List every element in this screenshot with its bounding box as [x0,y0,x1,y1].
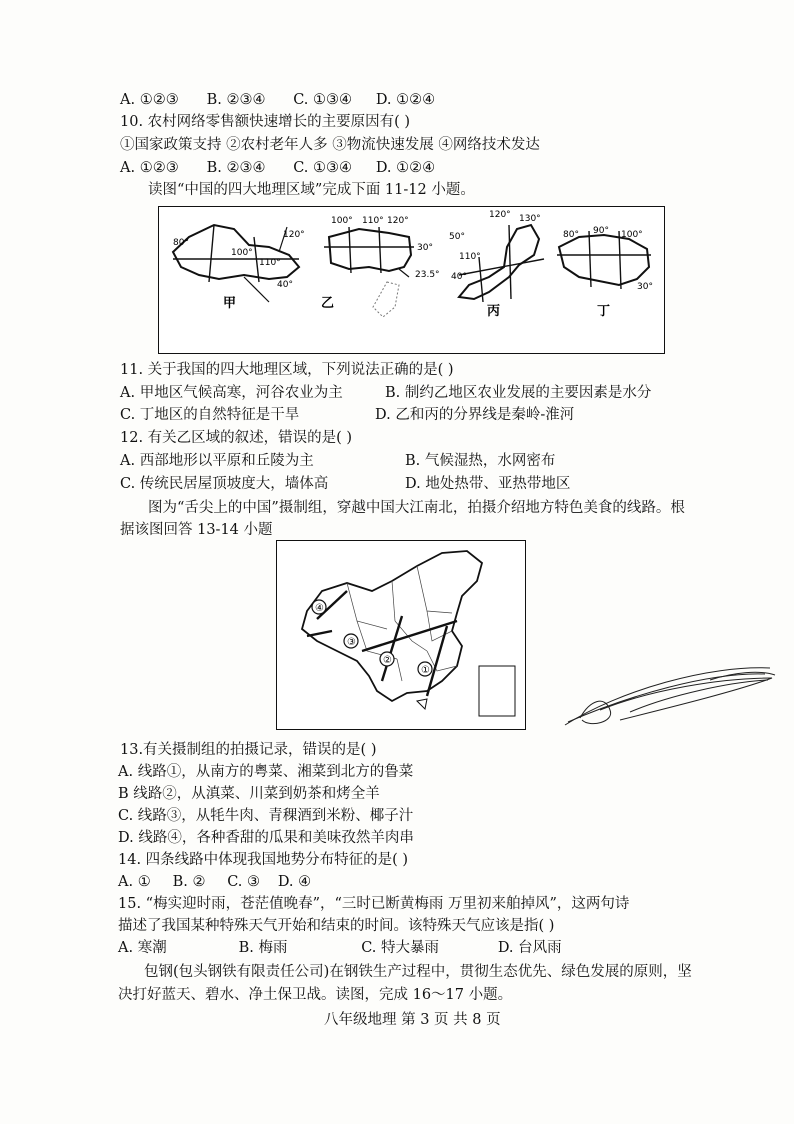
q12-option-c: C. 传统民居屋顶坡度大，墙体高 [120,476,329,492]
q10-option-d: D. ①②④ [375,160,436,176]
yi-deg-1: 100° [331,216,353,226]
q15-line1: 15. “梅实迎时雨，苍茫值晚春”，“三时已断黄梅雨 万里初来舶掉风”，这两句诗 [118,896,630,912]
ding-deg-2: 90° [593,226,609,236]
q9-option-b: B. ②③④ [206,92,266,108]
hainan-island [417,699,427,709]
q15-line2: 描述了我国某种特殊天气开始和结束的时间。该特殊天气应该是指( ) [118,918,555,934]
intro-16-17-line2: 决打好蓝天、碧水、净土保卫战。读图，完成 16～17 小题。 [118,987,513,1003]
q10-stem: 10. 农村网络零售额快速增长的主要原因有( ) [120,114,411,130]
jia-deg-2: 100° [231,248,253,258]
page-footer: 八年级地理 第 3 页 共 8 页 [324,1012,501,1028]
bing-deg-4: 110° [459,252,481,262]
yi-deg-5: 23.5° [415,270,440,280]
bing-deg-1: 120° [489,210,511,220]
q10-options [120,158,435,178]
q14-options [118,872,311,892]
region-bing-outline [459,225,544,302]
route-lines [307,591,457,696]
q10-choices: ①国家政策支持 ②农村老年人多 ③物流快速发展 ④网络技术发达 [120,137,540,153]
four-regions-map-graphic [159,207,664,353]
q10-option-a: A. ①②③ [120,160,179,176]
q11-option-c: C. 丁地区的自然特征是干旱 [120,407,300,423]
q15-option-c: C. 特大暴雨 [361,940,440,956]
q13-option-c: C. 线路③，从牦牛肉、青稞酒到米粉、椰子汁 [118,808,414,824]
ding-deg-1: 80° [563,230,579,240]
q9-option-a: A. ①②③ [120,92,179,108]
jia-deg-3: 110° [259,258,281,268]
q14-option-a: A. ① [118,874,151,890]
q9-option-d: D. ①②④ [375,92,436,108]
q9-option-c: C. ①③④ [293,92,353,108]
china-routes-map [276,540,526,730]
china-outline [302,551,482,701]
ding-deg-4: 30° [637,282,653,292]
route-label-3: ③ [347,637,356,648]
region-label-yi: 乙 [321,296,335,311]
q13-option-a: A. 线路①，从南方的粤菜、湘菜到北方的鲁菜 [118,764,414,780]
q11-option-b: B. 制约乙地区农业发展的主要因素是水分 [385,385,652,401]
region-label-ding: 丁 [597,304,611,319]
jia-deg-4: 120° [283,230,305,240]
jia-deg-5: 40° [277,280,293,290]
q14-option-b: B. ② [172,874,206,890]
yi-deg-4: 30° [417,243,433,253]
q10-option-b: B. ②③④ [206,160,266,176]
route-label-1: ① [421,665,430,676]
intro-13-14-line1: 图为“舌尖上的中国”摄制组，穿越中国大江南北，拍摄介绍地方特色美食的线路。根 [148,500,685,516]
q13-option-d: D. 线路④，各种香甜的瓜果和美味孜然羊肉串 [118,830,414,846]
q11-option-d: D. 乙和丙的分界线是秦岭-淮河 [375,407,575,423]
q13-stem: 13.有关摄制组的拍摄记录，错误的是( ) [120,742,377,758]
q14-option-c: C. ③ [227,874,261,890]
q12-option-d: D. 地处热带、亚热带地区 [405,476,571,492]
ding-deg-3: 100° [621,230,643,240]
region-yi-outline [324,227,414,317]
q15-option-a: A. 寒潮 [118,940,167,956]
route-label-2: ② [383,655,392,666]
q12-stem: 12. 有关乙区域的叙述，错误的是( ) [120,430,353,446]
q11-option-a: A. 甲地区气候高寒，河谷农业为主 [120,385,343,401]
china-routes-map-graphic [277,541,525,729]
four-regions-map [158,206,665,354]
pen-scribble [560,650,780,740]
region-label-jia: 甲 [223,296,237,311]
q10-option-c: C. ①③④ [293,160,353,176]
q12-option-b: B. 气候湿热，水网密布 [405,453,556,469]
q9-options [120,90,435,110]
q15-option-b: B. 梅雨 [238,940,288,956]
q11-stem: 11. 关于我国的四大地理区域，下列说法正确的是( ) [120,362,454,378]
region-label-bing: 丙 [487,304,501,319]
q14-stem: 14. 四条线路中体现我国地势分布特征的是( ) [118,852,409,868]
yi-deg-3: 120° [387,216,409,226]
intro-16-17-line1: 包钢(包头钢铁有限责任公司)在钢铁生产过程中，贯彻生态优先、绿色发展的原则，坚 [144,964,692,980]
jia-deg-1: 80° [173,238,189,248]
south-sea-inset [479,666,515,716]
q13-option-b: B 线路②，从滇菜、川菜到奶茶和烤全羊 [118,786,380,802]
yi-deg-2: 110° [362,216,384,226]
q15-options [118,938,562,958]
intro-13-14-line2: 据该图回答 13-14 小题 [120,522,273,538]
route-label-4: ④ [315,603,324,614]
bing-deg-3: 50° [449,232,465,242]
bing-deg-2: 130° [519,214,541,224]
bing-deg-5: 40° [451,272,467,282]
intro-11-12: 读图“中国的四大地理区域”完成下面 11-12 小题。 [148,182,475,198]
q15-option-d: D. 台风雨 [497,940,562,956]
q12-option-a: A. 西部地形以平原和丘陵为主 [120,453,314,469]
province-borders [347,566,457,681]
q14-option-d: D. ④ [277,874,312,890]
